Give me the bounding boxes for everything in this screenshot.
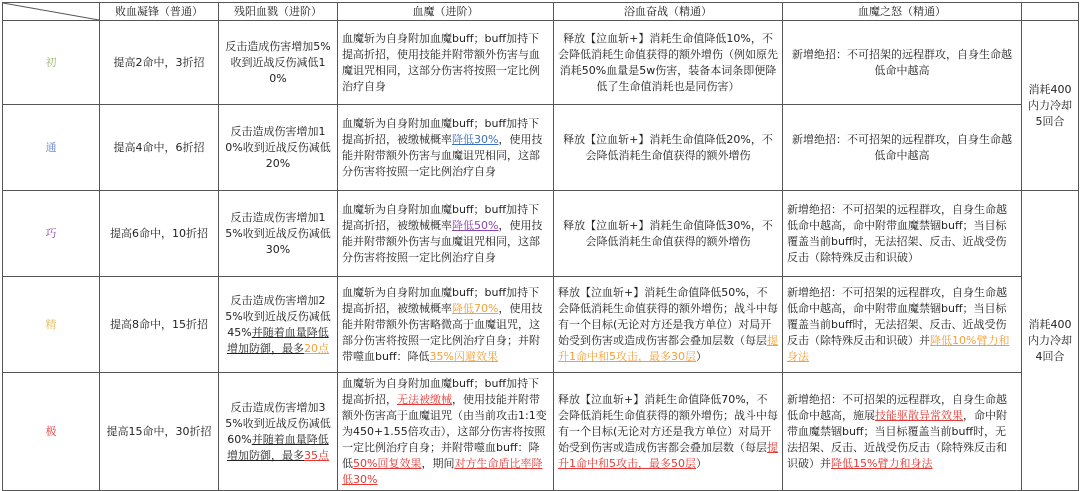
- skill-table: [2, 2, 1079, 491]
- col3-text: ，使用技能并附带额外伤害高于血魔诅咒（由当前攻击1:1变为450+1.55倍攻击），这部分伤害将按照一定比例治疗自身；并附带噬血buff：降低: [342, 392, 547, 470]
- col3-highlight: 35%闪避效果: [429, 349, 498, 363]
- col3-cell: [338, 191, 554, 277]
- col1-cell: 提高15命中，30折招: [100, 373, 219, 491]
- col3-text: ，使用技能并附带额外伤害略微高于血魔诅咒，这部分伤害将按照一定比例治疗自身；并附带噬血buff：降低: [342, 301, 543, 363]
- col1-cell: 提高8命中，15折招: [100, 277, 219, 373]
- col1-cell: 提高2命中，3折招: [100, 21, 219, 105]
- header-side: [1022, 3, 1079, 21]
- col5-cell: [783, 277, 1022, 373]
- col4-text: 释放【泣血斩+】消耗生命值降低50%，不会降低消耗生命值获得的额外增伤；战斗中每有一个目标(无论对方还是我方单位）对局开始受到伤害或造成伤害都会叠加层数（每层: [558, 285, 778, 347]
- col5-text: ，命中附带血魔禁锢buff；当目标覆盖当前buff时，无法招架、反击、近战受伤反击（除特殊反击和识破）并: [787, 408, 1007, 470]
- col4-text: ）: [696, 349, 707, 363]
- col3-text: 血魔斩为自身附加血魔buff；buff加持下提高折招，被缴械概率: [342, 202, 540, 232]
- col3-highlight: 降低70%: [452, 301, 499, 315]
- tier-label: 极: [3, 373, 100, 491]
- col3-text: ，使用技能并附带额外伤害与血魔诅咒相同，这部分伤害将按照一定比例治疗自身: [342, 218, 543, 264]
- col5-cell: 新增绝招：不可招架的远程群攻，自身生命越低命中越高: [783, 105, 1022, 191]
- col4-cell: 释放【泣血斩+】消耗生命值降低20%，不会降低消耗生命值获得的额外增伤: [554, 105, 783, 191]
- table-row: [3, 21, 1079, 105]
- col2-cell: 反击造成伤害增加15%收到近战反伤减低30%: [219, 191, 338, 277]
- col2-underlined: 并随着血量降低增加防御，最多: [227, 432, 329, 462]
- col3-cell: [338, 105, 554, 191]
- col3-highlight: 降低50%: [452, 218, 499, 232]
- col2-cell: 反击造成伤害增加5%收到近战反伤减低10%: [219, 21, 338, 105]
- col3-highlight: 无法被缴械: [397, 392, 452, 406]
- corner-cell: [3, 3, 100, 21]
- col1-cell: 提高4命中，6折招: [100, 105, 219, 191]
- col5-highlight: 降低10%臂力和身法: [787, 333, 1010, 363]
- table-row: [3, 277, 1079, 373]
- col2-cell: [219, 277, 338, 373]
- header-col4: 浴血奋战（精通）: [554, 3, 783, 21]
- header-col3: 血魔（进阶）: [338, 3, 554, 21]
- table-row: [3, 105, 1079, 191]
- col2-cell: [219, 373, 338, 491]
- col5-cell: 新增绝招：不可招架的远程群攻，自身生命越低命中越高: [783, 21, 1022, 105]
- tier-label: 巧: [3, 191, 100, 277]
- col4-cell: [554, 277, 783, 373]
- col3-cell: [338, 373, 554, 491]
- col3-cell: 血魔斩为自身附加血魔buff；buff加持下提高折招，使用技能并附带额外伤害与血魔诅咒相同，这部分伤害将按照一定比例治疗自身: [338, 21, 554, 105]
- col4-text: 释放【泣血斩+】消耗生命值降低70%，不会降低消耗生命值获得的额外增伤；战斗中每有一个目标(无论对方还是我方单位）对局开始受到伤害或造成伤害都会叠加层数（每层: [558, 392, 778, 454]
- col3-highlight: 降低30%: [452, 132, 499, 146]
- col3-text: ，期间: [421, 456, 455, 470]
- tier-label: 精: [3, 277, 100, 373]
- col2-underlined: 并随着血量降低增加防御，最多: [227, 325, 329, 355]
- col5-text: 新增绝招：不可招架的远程群攻，自身生命越低命中越高，施展: [787, 392, 1007, 422]
- col3-highlight: 50%回复效果: [353, 456, 422, 470]
- tier-label: 初: [3, 21, 100, 105]
- col3-text: 血魔斩为自身附加血魔buff；buff加持下提高折招，被缴械概率: [342, 285, 540, 315]
- col5-highlight: 技能驱散异常效果: [875, 408, 963, 422]
- col3-cell: [338, 277, 554, 373]
- side-cost-top: 消耗400内力冷却5回合: [1022, 21, 1079, 191]
- col5-text: 新增绝招：不可招架的远程群攻，自身生命越低命中越高，命中附带血魔禁锢buff；当目标覆盖当前buff时，无法招架、反击、近战受伤反击（除特殊反击和识破）并: [787, 285, 1007, 347]
- col4-text: ）: [696, 456, 707, 470]
- col2-text: 反击造成伤害增加35%收到近战反伤减低60%: [225, 400, 331, 446]
- table-row: [3, 373, 1079, 491]
- tier-label: 通: [3, 105, 100, 191]
- col5-cell: [783, 373, 1022, 491]
- header-row: [3, 3, 1079, 21]
- col4-highlight: 提升1命中和5攻击，最多50层: [558, 440, 778, 470]
- col2-text: 反击造成伤害增加25%收到近战反伤减低45%: [225, 293, 331, 339]
- diagonal-line: [3, 3, 99, 20]
- table-row: [3, 191, 1079, 277]
- col4-cell: 释放【泣血斩+】消耗生命值降低10%，不会降低消耗生命值获得的额外增伤（例如原先消耗50%血量是5w伤害，装备本词条即便降低了生命值消耗也是同伤害）: [554, 21, 783, 105]
- col2-highlight: 35点: [304, 448, 329, 462]
- col2-cell: 反击造成伤害增加10%收到近战反伤减低20%: [219, 105, 338, 191]
- col3-text: 血魔斩为自身附加血魔buff；buff加持下提高折招，被缴械概率: [342, 116, 540, 146]
- side-cost-bottom: 消耗400内力冷却4回合: [1022, 191, 1079, 491]
- col5-highlight: 降低15%臂力和身法: [831, 456, 933, 470]
- col3-text: 血魔斩为自身附加血魔buff；buff加持下提高折招，: [342, 376, 540, 406]
- col4-cell: [554, 373, 783, 491]
- col3-highlight: 对方生命盾比率降低30%: [342, 456, 543, 486]
- col3-text: ，使用技能并附带额外伤害与血魔诅咒相同，这部分伤害将按照一定比例治疗自身: [342, 132, 543, 178]
- col5-cell: 新增绝招：不可招架的远程群攻，自身生命越低命中越高，命中附带血魔禁锢buff；当目标覆盖当前buff时，无法招架、反击、近战受伤反击（除特殊反击和识破）: [783, 191, 1022, 277]
- col4-highlight: 提升1命中和5攻击，最多30层: [558, 333, 778, 363]
- col4-cell: 释放【泣血斩+】消耗生命值降低30%，不会降低消耗生命值获得的额外增伤: [554, 191, 783, 277]
- col2-highlight: 20点: [304, 341, 329, 355]
- header-col1: 败血凝锋（普通）: [100, 3, 219, 21]
- header-col5: 血魔之怒（精通）: [783, 3, 1022, 21]
- header-col2: 残阳血戮（进阶）: [219, 3, 338, 21]
- col1-cell: 提高6命中，10折招: [100, 191, 219, 277]
